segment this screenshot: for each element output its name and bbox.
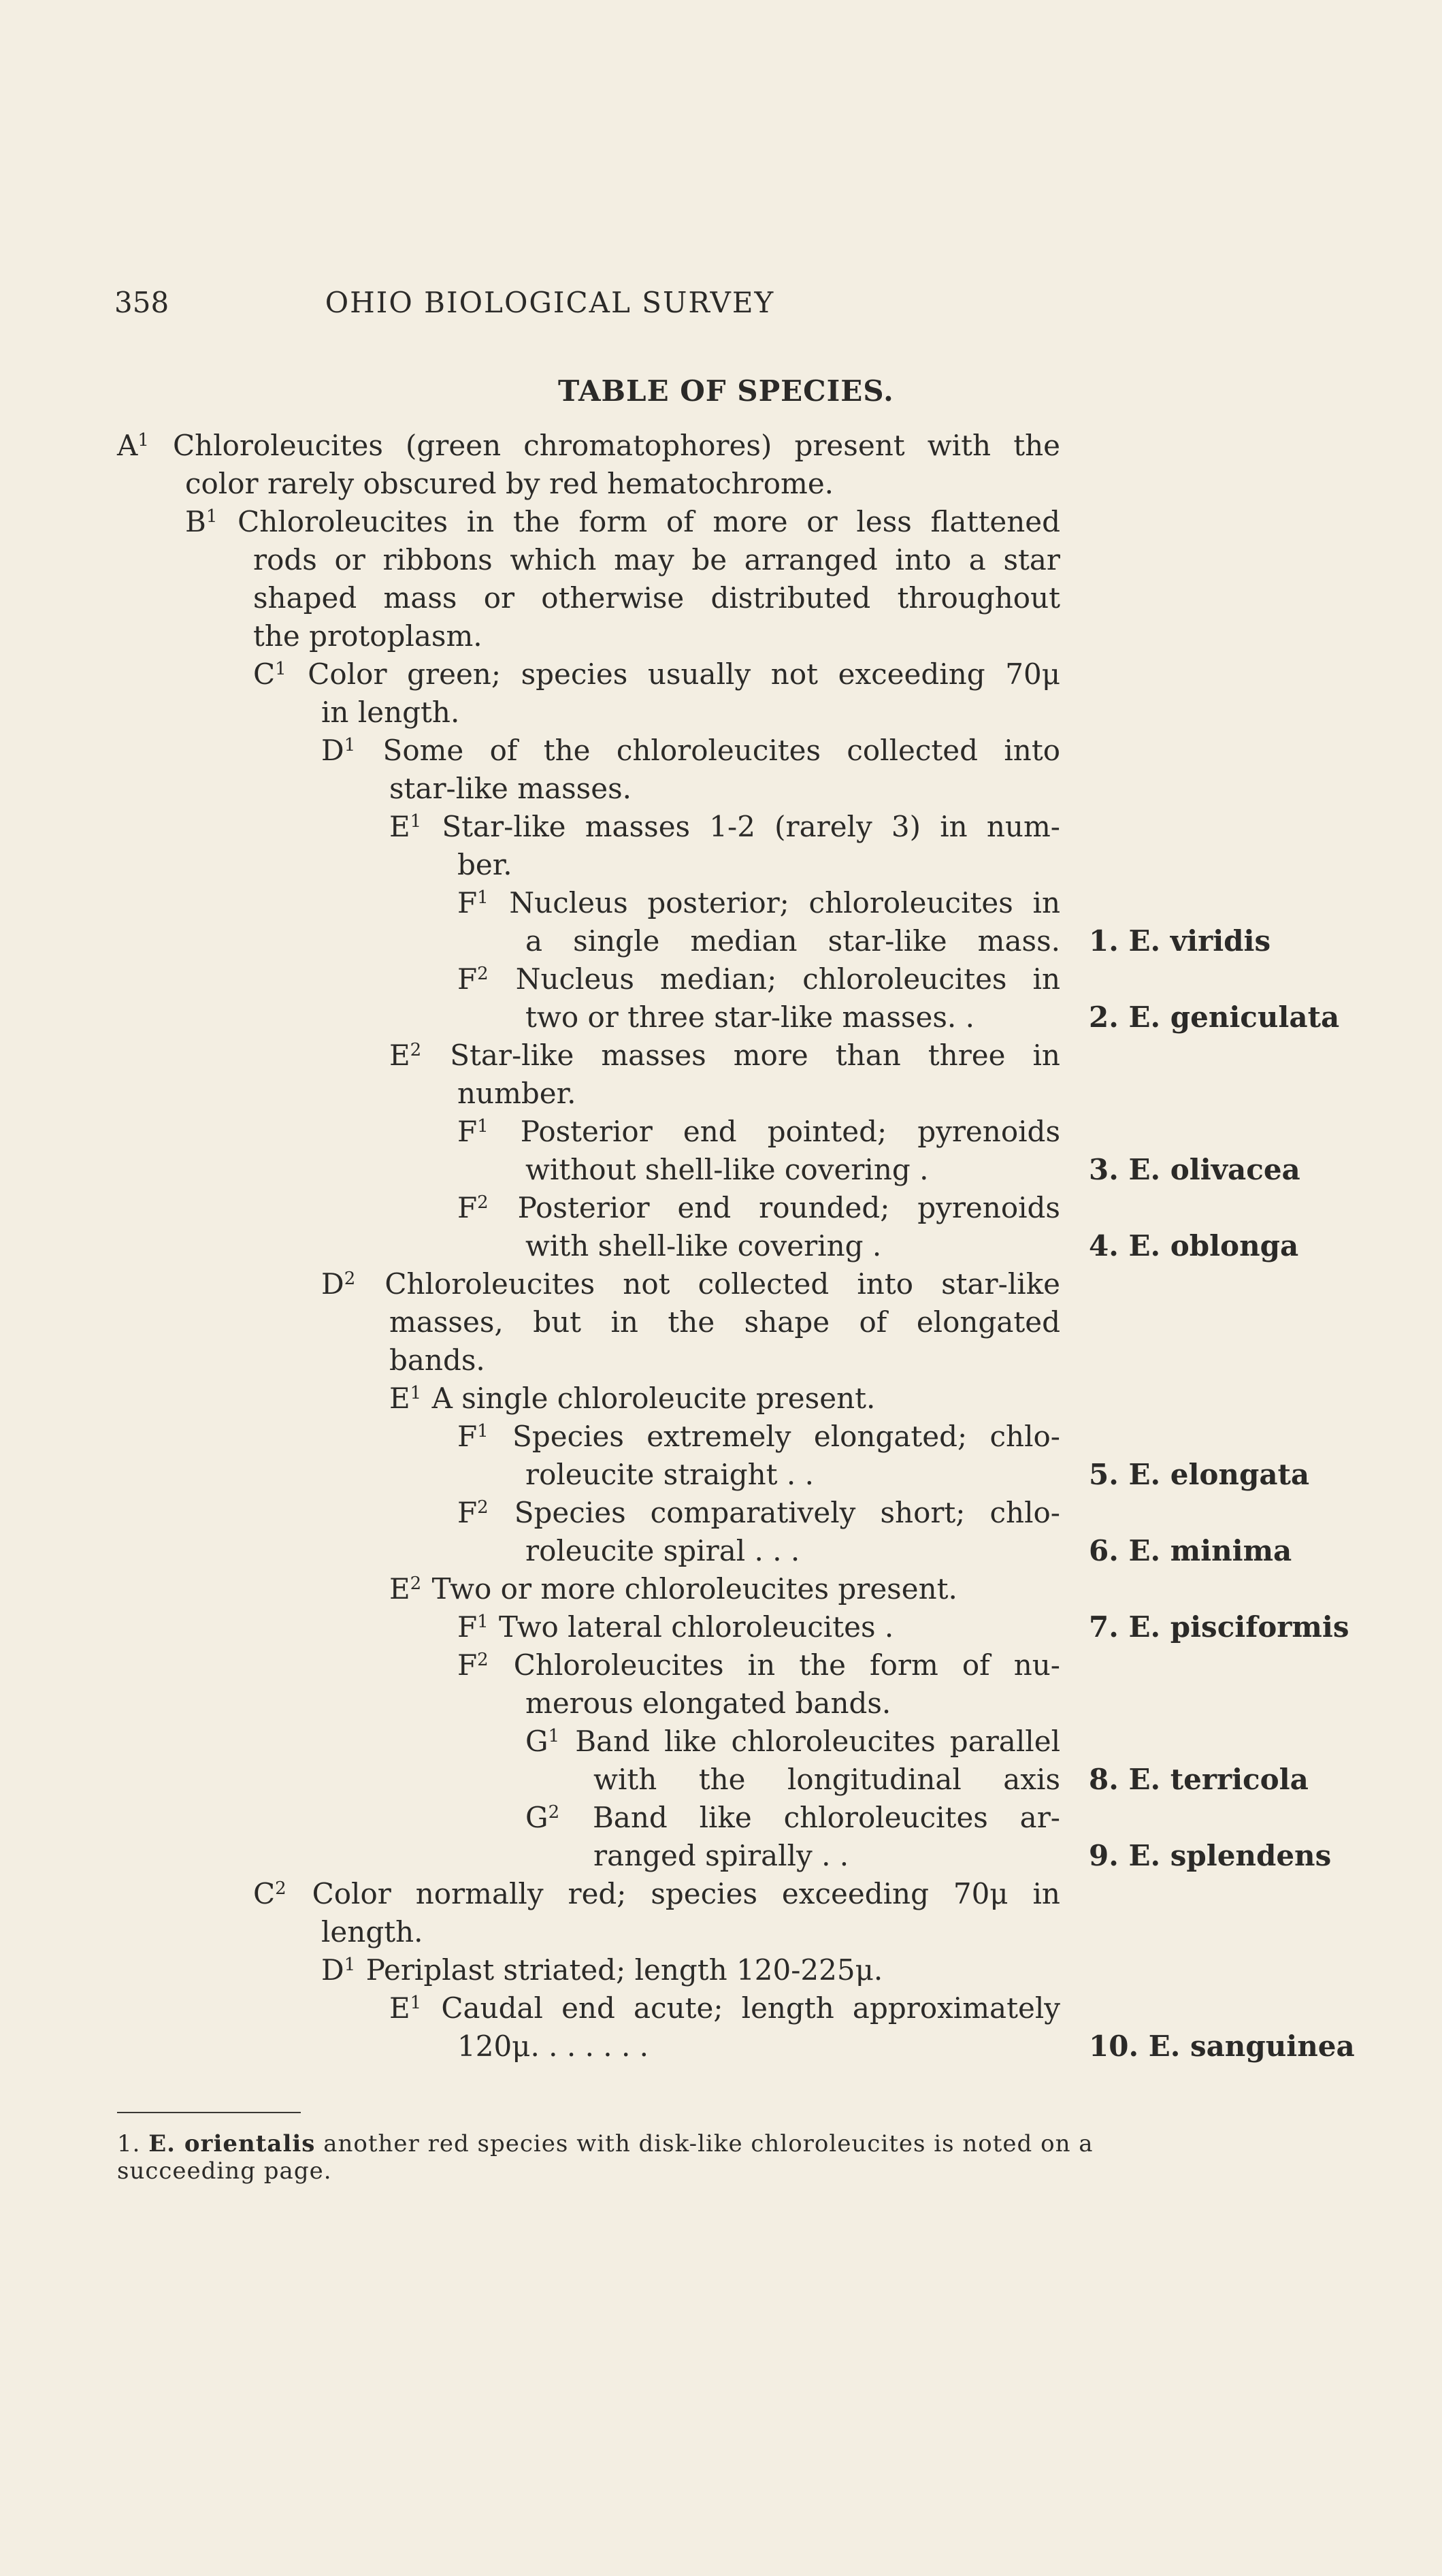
key-line: [185, 465, 866, 503]
key-label: $G^2$: [525, 1801, 560, 1834]
species-name: 8. E. terricola: [1089, 1763, 1309, 1796]
key-line: [457, 2027, 1060, 2066]
key-line: [321, 1951, 1002, 1989]
key-label: $F^2$: [457, 1648, 489, 1682]
species-name: 4. E. oblonga: [1089, 1229, 1299, 1262]
key-line: [593, 1761, 1060, 1799]
key-text: Chloroleucites (green chromatophores) present with the: [150, 429, 1060, 462]
key-line: [321, 1265, 1060, 1303]
key-text: in length.: [321, 696, 460, 729]
key-text: Caudal end acute; length approximately: [423, 1991, 1060, 2025]
key-text: rods or ribbons which may be arranged into a star: [253, 543, 1060, 576]
species-name: 3. E. olivacea: [1089, 1153, 1300, 1186]
key-label: $D^2$: [321, 1267, 356, 1301]
key-line: [389, 1989, 1060, 2027]
key-line: [185, 503, 1060, 541]
key-line: [389, 808, 1060, 846]
key-text: ranged spirally . .: [593, 1839, 849, 1872]
key-text: ber.: [457, 848, 512, 881]
key-line: [321, 694, 593, 732]
key-line: [457, 846, 593, 884]
key-text: masses, but in the shape of elongated: [389, 1305, 1060, 1339]
key-text: Posterior end pointed; pyrenoids: [489, 1115, 1060, 1148]
key-line: [525, 1684, 934, 1723]
species-name: 7. E. pisciformis: [1089, 1610, 1349, 1644]
key-line: [457, 1075, 661, 1113]
key-label: $A^1$: [117, 429, 149, 462]
key-label: $F^1$: [457, 886, 489, 919]
key-line: [457, 1494, 1060, 1532]
key-line: [525, 922, 1060, 960]
key-text: without shell-like covering .: [525, 1153, 929, 1186]
key-line: [525, 1723, 1060, 1761]
key-line: [457, 1113, 1060, 1151]
key-text: roleucite spiral . . .: [525, 1534, 800, 1567]
table-title: TABLE OF SPECIES.: [558, 374, 894, 408]
key-text: Band like chloroleucites parallel: [561, 1725, 1060, 1758]
footnote-rule: [117, 2112, 301, 2113]
key-label: $G^1$: [525, 1725, 560, 1758]
key-text: Chloroleucites in the form of nu-: [489, 1648, 1060, 1682]
species-name: 6. E. minima: [1089, 1534, 1292, 1567]
key-line: [321, 1913, 525, 1951]
key-line: [389, 1303, 1060, 1341]
key-line: [457, 1418, 1060, 1456]
key-text: a single median star-like mass.: [525, 924, 1060, 958]
footnote-line-1: [117, 2130, 1094, 2157]
key-line: [525, 998, 1060, 1037]
key-text: Color green; species usually not exceeding 70μ: [287, 657, 1060, 691]
key-line: [389, 1380, 934, 1418]
species-name: 2. E. geniculata: [1089, 1000, 1340, 1034]
key-text: shaped mass or otherwise distributed throughout: [253, 581, 1060, 615]
key-label: $C^1$: [253, 657, 286, 691]
key-text: roleucite straight . .: [525, 1458, 814, 1491]
key-text: Two or more chloroleucites present.: [423, 1572, 957, 1605]
key-text: number.: [457, 1077, 576, 1110]
key-text: color rarely obscured by red hematochrome.: [185, 467, 834, 500]
key-line: [253, 541, 1060, 579]
key-text: the protoplasm.: [253, 619, 482, 653]
key-label: $F^1$: [457, 1115, 489, 1148]
key-text: Star-like masses more than three in: [423, 1039, 1060, 1072]
key-line: [457, 1608, 1060, 1646]
key-label: $F^2$: [457, 962, 489, 996]
key-line: [321, 732, 1060, 770]
key-label: $F^2$: [457, 1191, 489, 1224]
key-text: bands.: [389, 1343, 485, 1377]
key-label: $D^1$: [321, 1953, 356, 1987]
key-label: $E^2$: [389, 1039, 422, 1072]
key-line: [525, 1227, 1060, 1265]
key-label: $B^1$: [185, 505, 218, 538]
species-name: 1. E. viridis: [1089, 924, 1271, 958]
running-head: OHIO BIOLOGICAL SURVEY: [325, 286, 775, 319]
key-text: with shell-like covering .: [525, 1229, 882, 1262]
key-line: [389, 770, 730, 808]
footnote-text: another red species with disk-like chloroleucites is noted on a: [323, 2130, 1094, 2157]
key-line: [253, 579, 1060, 617]
key-text: with the longitudinal axis: [593, 1763, 1060, 1796]
key-label: $F^1$: [457, 1420, 489, 1453]
key-line: [389, 1570, 1002, 1608]
key-label: $E^1$: [389, 1382, 422, 1415]
key-line: [253, 617, 525, 655]
key-text: 120μ. . . . . . .: [457, 2029, 649, 2063]
key-line: [253, 655, 1060, 694]
key-text: Star-like masses 1-2 (rarely 3) in num-: [423, 810, 1060, 843]
footnote-line-2: succeeding page.: [117, 2157, 332, 2185]
key-label: $E^1$: [389, 810, 422, 843]
key-text: Nucleus posterior; chloroleucites in: [489, 886, 1060, 919]
key-line: [457, 884, 1060, 922]
key-text: Species comparatively short; chlo-: [489, 1496, 1060, 1529]
key-label: $E^2$: [389, 1572, 422, 1605]
page-number: 358: [114, 286, 169, 319]
key-line: [389, 1341, 593, 1380]
key-text: Posterior end rounded; pyrenoids: [489, 1191, 1060, 1224]
key-text: Two lateral chloroleucites .: [489, 1610, 894, 1644]
key-text: merous elongated bands.: [525, 1686, 891, 1720]
key-label: $E^1$: [389, 1991, 422, 2025]
key-line: [457, 1189, 1060, 1227]
key-line: [525, 1532, 1060, 1570]
key-line: [525, 1799, 1060, 1837]
key-text: Band like chloroleucites ar-: [561, 1801, 1060, 1834]
key-label: $F^2$: [457, 1496, 489, 1529]
key-line: [525, 1151, 1060, 1189]
key-line: [457, 960, 1060, 998]
key-label: $F^1$: [457, 1610, 489, 1644]
key-line: [457, 1646, 1060, 1684]
key-text: Chloroleucites in the form of more or less flattened: [218, 505, 1060, 538]
key-line: [593, 1837, 1060, 1875]
key-line: [117, 427, 1060, 465]
key-label: $C^2$: [253, 1877, 286, 1910]
key-line: [389, 1037, 1060, 1075]
key-text: length.: [321, 1915, 423, 1949]
key-label: $D^1$: [321, 734, 356, 767]
key-text: Periplast striated; length 120-225μ.: [357, 1953, 883, 1987]
species-name: 10. E. sanguinea: [1089, 2029, 1355, 2063]
species-name: 9. E. splendens: [1089, 1839, 1332, 1872]
key-text: star-like masses.: [389, 772, 632, 805]
footnote-species-name: E. orientalis: [148, 2130, 316, 2157]
key-text: Species extremely elongated; chlo-: [489, 1420, 1060, 1453]
footnote-number: 1.: [117, 2130, 141, 2157]
key-text: Color normally red; species exceeding 70μ in: [287, 1877, 1060, 1910]
key-text: Some of the chloroleucites collected into: [357, 734, 1060, 767]
page-header: [114, 286, 985, 327]
key-line: [525, 1456, 1060, 1494]
key-text: Nucleus median; chloroleucites in: [489, 962, 1060, 996]
species-name: 5. E. elongata: [1089, 1458, 1310, 1491]
key-text: A single chloroleucite present.: [423, 1382, 876, 1415]
key-text: Chloroleucites not collected into star-like: [357, 1267, 1060, 1301]
key-line: [253, 1875, 1060, 1913]
key-text: two or three star-like masses. .: [525, 1000, 974, 1034]
